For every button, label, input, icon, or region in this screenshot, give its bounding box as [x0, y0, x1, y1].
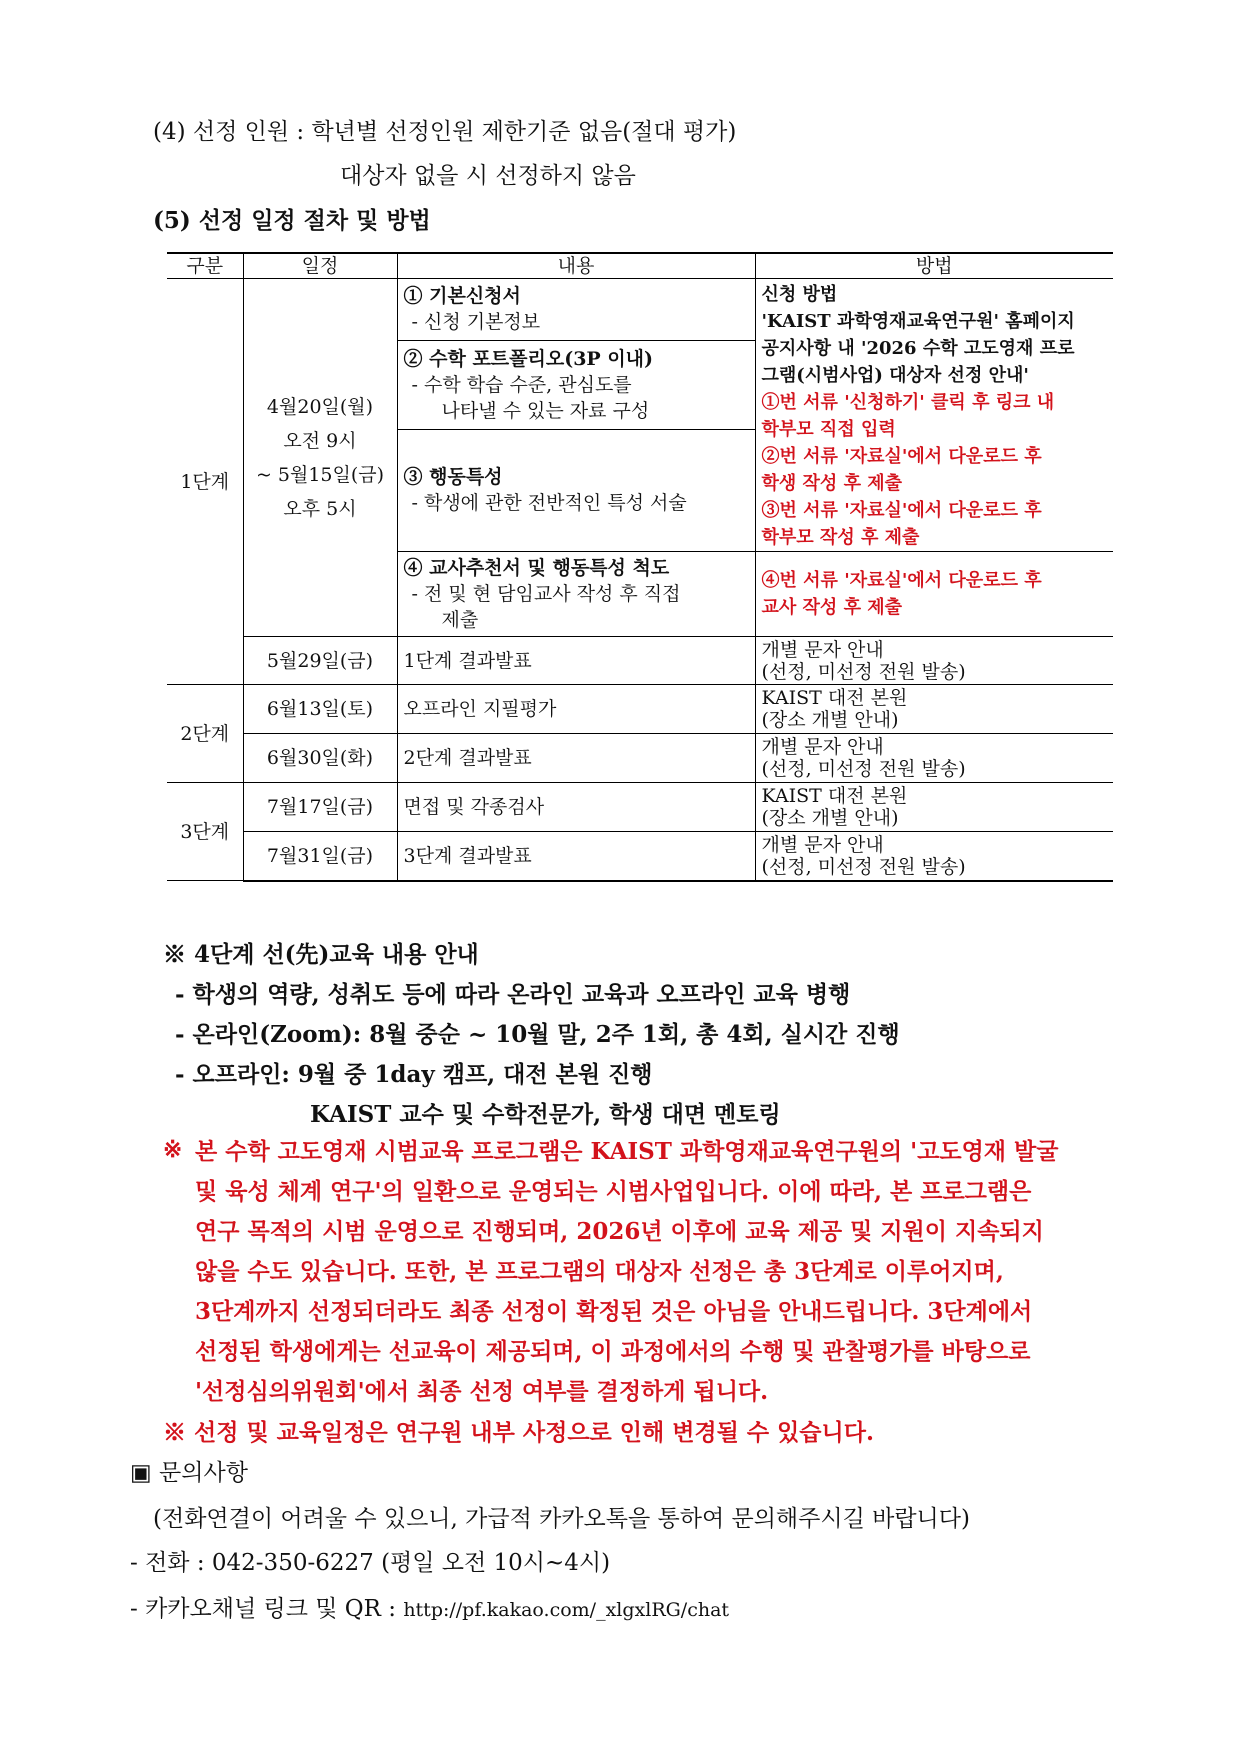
row-date: 7월31일(금) [243, 832, 397, 881]
row-date: 6월13일(토) [243, 685, 397, 734]
notice-mark: ※ [163, 1136, 183, 1163]
stage4-indent-line: KAIST 교수 및 수학전문가, 학생 대면 멘토링 [310, 1101, 781, 1128]
row-content: 3단계 결과발표 [397, 832, 755, 881]
notice-line: 3단계까지 선정되더라도 최종 선정이 확정된 것은 아님을 안내드립니다. 3단계에서 [195, 1298, 1033, 1325]
stage1-result-method [755, 637, 1113, 685]
stage1-label: 1단계 [167, 279, 243, 685]
stage1-method [755, 279, 1113, 552]
inquiry-title: ▣ 문의사항 [130, 1460, 248, 1486]
row-date: 6월30일(화) [243, 734, 397, 783]
stage2-label: 2단계 [167, 685, 243, 783]
item-title: ④ 교사추천서 및 행동특성 척도 [403, 557, 670, 579]
item-desc: - 학생에 관한 전반적인 특성 서술 [411, 492, 687, 515]
table-row [167, 637, 1113, 685]
row-date: 7월17일(금) [243, 783, 397, 832]
row-method [755, 832, 1113, 881]
method-line: 학부모 직접 입력 [761, 419, 896, 440]
item-desc: - 전 및 현 담임교사 작성 후 직접 [411, 583, 681, 605]
stage4-line: - 학생의 역량, 성취도 등에 따라 온라인 교육과 오프라인 교육 병행 [175, 981, 851, 1008]
notice-line: 않을 수도 있습니다. 또한, 본 프로그램의 대상자 선정은 총 3단계로 이루어지며, [195, 1258, 1004, 1285]
item-desc: 제출 [441, 609, 479, 631]
table-header-row [167, 253, 1113, 279]
table-row [167, 279, 1113, 341]
method-line: ①번 서류 '신청하기' 클릭 후 링크 내 [761, 392, 1055, 413]
method-line: 학부모 작성 후 제출 [761, 527, 920, 548]
row-content: 오프라인 지필평가 [397, 685, 755, 734]
stage1-item3 [397, 429, 755, 551]
table-row [167, 685, 1113, 734]
method-line: (선정, 미선정 전원 발송) [761, 758, 966, 780]
table-row [167, 832, 1113, 881]
notice-line: 본 수학 고도영재 시범교육 프로그램은 KAIST 과학영재교육연구원의 '고도영재 발굴 [195, 1138, 1059, 1165]
inquiry-note: (전화연결이 어려울 수 있으니, 가급적 카카오톡을 통하여 문의해주시길 바랍니다) [153, 1506, 970, 1532]
method-line: 'KAIST 과학영재교육연구원' 홈페이지 [761, 311, 1075, 332]
period-line: 4월20일(월) [266, 395, 374, 418]
kakao-link[interactable]: http://pf.kakao.com/_xlgxlRG/chat [403, 1599, 730, 1621]
row-method [755, 685, 1113, 734]
table-row [167, 783, 1113, 832]
stage1-item4-method [755, 552, 1113, 637]
method-line: (선정, 미선정 전원 발송) [761, 660, 966, 683]
header-content: 내용 [397, 253, 755, 279]
header-stage: 구분 [167, 253, 243, 279]
schedule-heading: (5) 선정 일정 절차 및 방법 [153, 207, 431, 234]
schedule-table [167, 252, 1113, 882]
notice-line: 연구 목적의 시범 운영으로 진행되며, 2026년 이후에 교육 제공 및 지원이 지속되지 [195, 1218, 1044, 1245]
selection-count-line1: (4) 선정 인원 : 학년별 선정인원 제한기준 없음(절대 평가) [153, 119, 737, 145]
method-line: 개별 문자 안내 [761, 736, 884, 758]
method-line: 개별 문자 안내 [761, 833, 884, 856]
stage1-item4 [397, 552, 755, 637]
notice-line: '선정심의위원회'에서 최종 선정 여부를 결정하게 됩니다. [195, 1378, 769, 1405]
method-line: ②번 서류 '자료실'에서 다운로드 후 [761, 446, 1042, 467]
method-line: KAIST 대전 본원 [761, 785, 908, 807]
method-line: ④번 서류 '자료실'에서 다운로드 후 [761, 570, 1042, 591]
kakao-label: - 카카오채널 링크 및 QR : [130, 1596, 404, 1622]
method-line: 신청 방법 [761, 284, 838, 305]
method-line: (장소 개별 안내) [761, 807, 899, 829]
method-line: 학생 작성 후 제출 [761, 473, 903, 494]
item-title: ③ 행동특성 [403, 466, 503, 489]
item-desc: - 신청 기본정보 [411, 311, 541, 334]
method-line: 교사 작성 후 제출 [761, 597, 903, 618]
method-line: (장소 개별 안내) [761, 709, 899, 731]
row-content: 2단계 결과발표 [397, 734, 755, 783]
method-line: ③번 서류 '자료실'에서 다운로드 후 [761, 500, 1042, 521]
stage3-label: 3단계 [167, 783, 243, 881]
item-desc: - 수학 학습 수준, 관심도를 [411, 373, 632, 396]
period-line: ~ 5월15일(금) [255, 463, 385, 486]
header-method: 방법 [755, 253, 1113, 279]
method-line: 그램(시범사업) 대상자 선정 안내' [761, 365, 1029, 386]
notice-block [195, 1132, 1115, 1412]
stage4-line: - 온라인(Zoom): 8월 중순 ~ 10월 말, 2주 1회, 총 4회, 실시간 진행 [175, 1021, 900, 1048]
stage1-period [243, 279, 397, 637]
inquiry-phone: - 전화 : 042-350-6227 (평일 오전 10시~4시) [130, 1550, 611, 1576]
method-line: 개별 문자 안내 [761, 638, 884, 661]
method-line: KAIST 대전 본원 [761, 687, 908, 709]
stage4-line: - 오프라인: 9월 중 1day 캠프, 대전 본원 진행 [175, 1061, 653, 1088]
stage1-result-date: 5월29일(금) [243, 637, 397, 685]
method-line: (선정, 미선정 전원 발송) [761, 855, 966, 878]
period-line: 오후 5시 [283, 497, 357, 520]
method-line: 공지사항 내 '2026 수학 고도영재 프로 [761, 338, 1075, 359]
row-method [755, 783, 1113, 832]
row-method [755, 734, 1113, 783]
notice-line: 및 육성 체계 연구'의 일환으로 운영되는 시범사업입니다. 이에 따라, 본 프로그램은 [195, 1178, 1032, 1205]
selection-count-line2: 대상자 없을 시 선정하지 않음 [340, 163, 636, 189]
row-content: 면접 및 각종검사 [397, 783, 755, 832]
item-title: ② 수학 포트폴리오(3P 이내) [403, 347, 654, 370]
stage1-item2 [397, 340, 755, 429]
notice-line: 선정된 학생에게는 선교육이 제공되며, 이 과정에서의 수행 및 관찰평가를 바탕으로 [195, 1338, 1031, 1365]
stage1-result-content: 1단계 결과발표 [397, 637, 755, 685]
header-date: 일정 [243, 253, 397, 279]
inquiry-kakao [130, 1590, 729, 1623]
item-desc: 나타낼 수 있는 자료 구성 [441, 399, 650, 422]
schedule-change-notice: ※ 선정 및 교육일정은 연구원 내부 사정으로 인해 변경될 수 있습니다. [163, 1419, 874, 1446]
stage1-item1 [397, 279, 755, 341]
item-title: ① 기본신청서 [403, 285, 521, 308]
period-line: 오전 9시 [283, 429, 357, 452]
stage4-title: ※ 4단계 선(先)교육 내용 안내 [163, 941, 479, 968]
table-row [167, 734, 1113, 783]
